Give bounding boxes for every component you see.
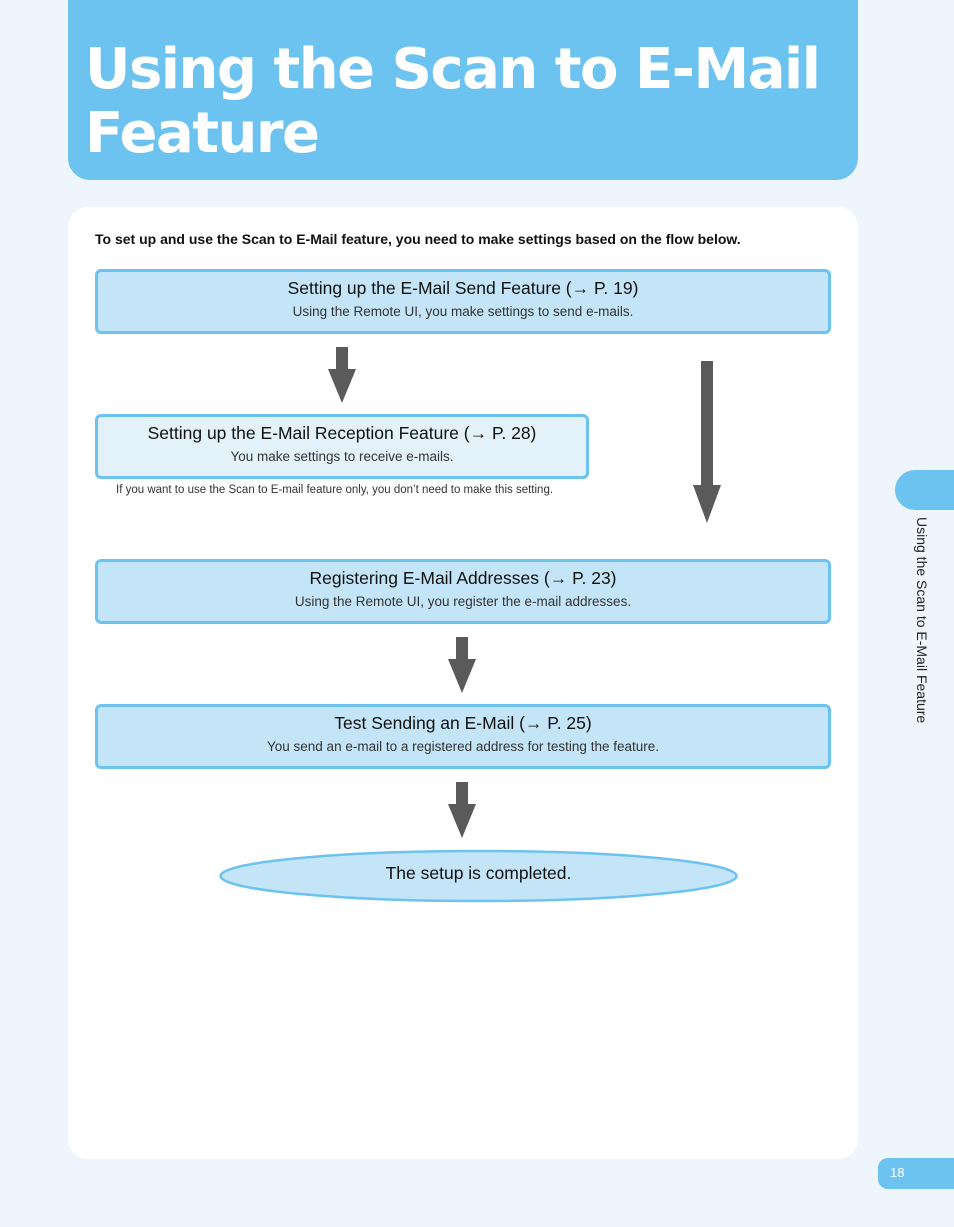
flow-arrow-down-icon <box>448 782 476 838</box>
title-banner <box>68 0 858 180</box>
completion-node <box>218 848 739 904</box>
step-description: Using the Remote UI, you make settings to send e-mails. <box>292 304 634 319</box>
step-description: You send an e-mail to a registered address for testing the feature. <box>267 739 659 754</box>
page-title: Using the Scan to E-Mail Feature <box>85 37 820 166</box>
chapter-label: Using the Scan to E-Mail Feature <box>914 517 930 724</box>
step-title: Setting up the E-Mail Send Feature (→ P. 19) <box>287 278 639 298</box>
flow-arrow-down-icon <box>448 637 476 693</box>
step-description: Using the Remote UI, you register the e-mail addresses. <box>294 594 632 609</box>
page-number: 18 <box>890 1165 905 1180</box>
optional-note: If you want to use the Scan to E-mail feature only, you don’t need to make this setting. <box>116 484 554 496</box>
step-register-addresses[interactable] <box>95 559 831 624</box>
skip-arrow-down-icon <box>693 361 721 523</box>
step-email-send[interactable] <box>95 269 831 334</box>
intro-text: To set up and use the Scan to E-Mail feature, you need to make settings based on the flow below. <box>95 231 741 247</box>
step-title: Registering E-Mail Addresses (→ P. 23) <box>309 568 617 588</box>
step-title: Setting up the E-Mail Reception Feature (→ P. 28) <box>147 423 537 443</box>
chapter-tab[interactable] <box>895 470 954 510</box>
step-email-reception[interactable] <box>95 414 589 479</box>
step-description: You make settings to receive e-mails. <box>230 449 454 464</box>
step-title: Test Sending an E-Mail (→ P. 25) <box>334 713 592 733</box>
page-number-tab <box>878 1158 954 1189</box>
step-test-sending[interactable] <box>95 704 831 769</box>
flow-arrow-down-icon <box>328 347 356 403</box>
completion-text: The setup is completed. <box>385 863 572 883</box>
